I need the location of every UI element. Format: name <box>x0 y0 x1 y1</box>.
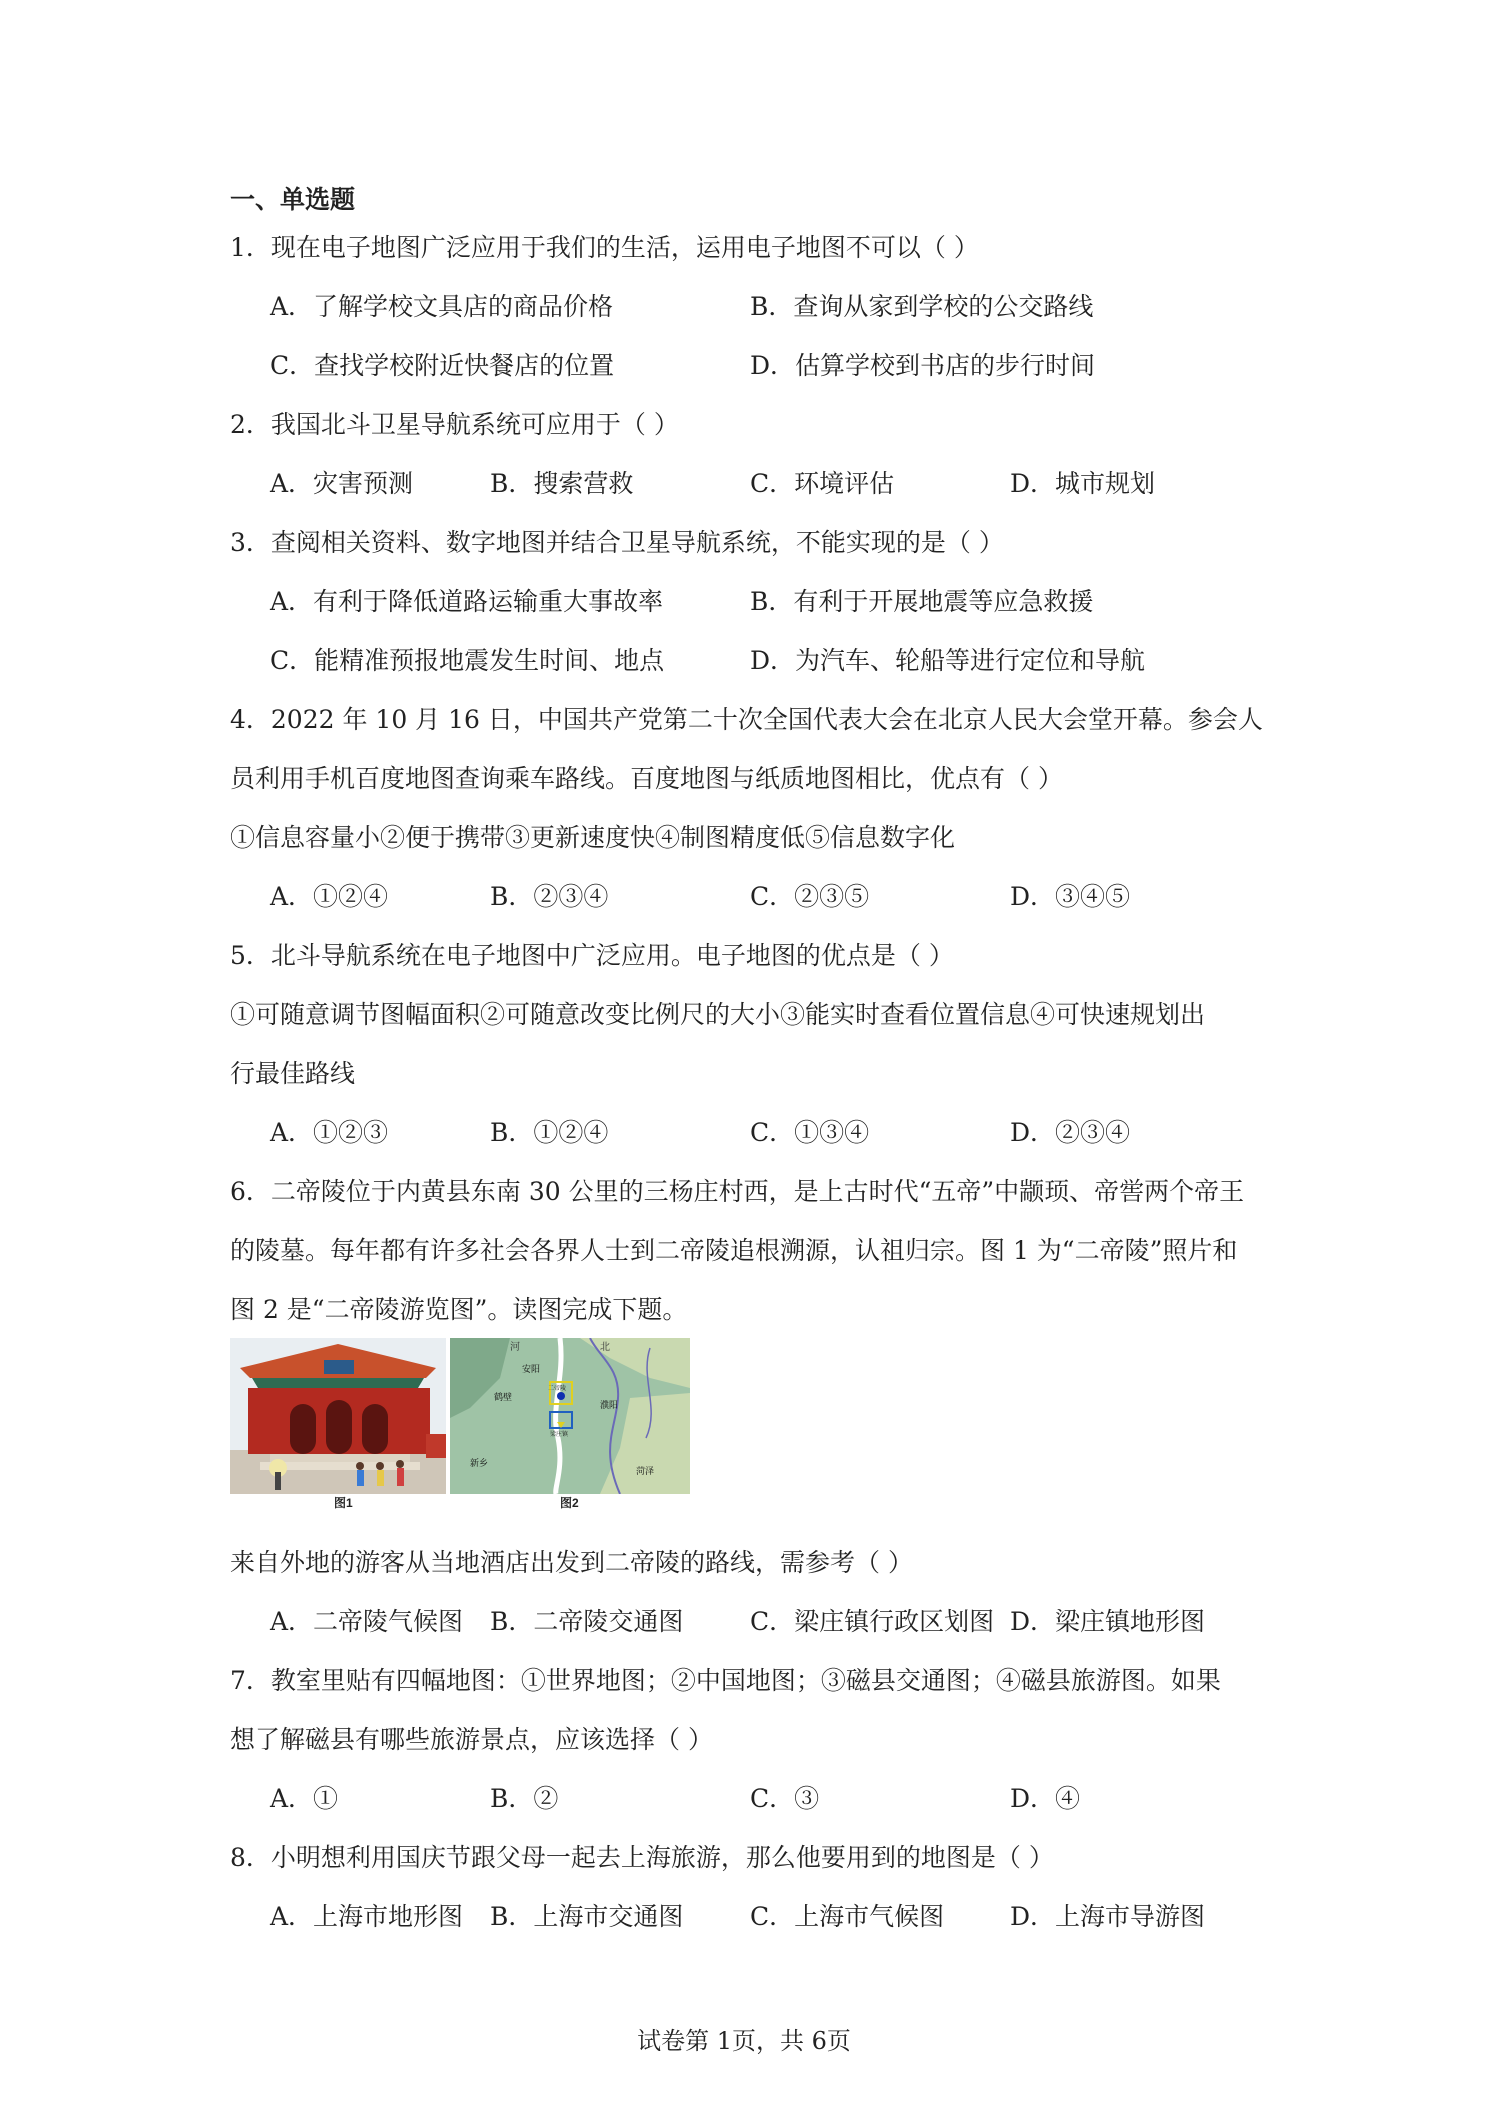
question-6-text-line1: 6．二帝陵位于内黄县东南 30 公里的三杨庄村西，是上古时代“五帝”中颛顼、帝喾两个帝王 <box>230 1177 1245 1206</box>
question-2-text: 2．我国北斗卫星导航系统可应用于（ ） <box>230 410 679 439</box>
q1-option-a: A．了解学校文具店的商品价格 <box>270 292 614 321</box>
erdi-mausoleum-photo <box>230 1338 446 1494</box>
q5-option-d: D．②③④ <box>1010 1118 1131 1147</box>
q3-option-d: D．为汽车、轮船等进行定位和导航 <box>750 646 1146 675</box>
map-label-liangzhuang: 梁庄镇 <box>550 1431 569 1438</box>
q6-option-d: D．梁庄镇地形图 <box>1010 1607 1206 1636</box>
q3-option-c: C．能精准预报地震发生时间、地点 <box>270 646 665 675</box>
q7-option-c: C．③ <box>750 1784 820 1813</box>
q7-option-b: B．② <box>490 1784 559 1813</box>
q2-option-d: D．城市规划 <box>1010 469 1156 498</box>
q8-option-a: A．上海市地形图 <box>270 1902 464 1931</box>
q5-option-b: B．①②④ <box>490 1118 609 1147</box>
q2-option-b: B．搜索营救 <box>490 469 634 498</box>
page-footer: 试卷第 1页，共 6页 <box>637 2027 851 2055</box>
section-title: 一、单选题 <box>230 185 356 214</box>
q8-option-c: C．上海市气候图 <box>750 1902 945 1931</box>
question-4-text-line3: ①信息容量小②便于携带③更新速度快④制图精度低⑤信息数字化 <box>230 823 956 852</box>
figure-1-caption: 图1 <box>334 1496 353 1510</box>
question-8-text: 8．小明想利用国庆节跟父母一起去上海旅游，那么他要用到的地图是（ ） <box>230 1843 1054 1872</box>
map-label-bei: 北 <box>600 1342 610 1353</box>
erdi-mausoleum-tour-map <box>450 1338 690 1494</box>
q1-option-c: C．查找学校附近快餐店的位置 <box>270 351 615 380</box>
q4-option-a: A．①②④ <box>270 882 389 911</box>
question-5-text-line3: 行最佳路线 <box>230 1059 356 1088</box>
q2-option-a: A．灾害预测 <box>270 469 414 498</box>
question-7-text-line1: 7．教室里贴有四幅地图：①世界地图；②中国地图；③磁县交通图；④磁县旅游图。如果 <box>230 1666 1221 1695</box>
map-label-anyang: 安阳 <box>522 1365 541 1375</box>
map-label-he: 河 <box>510 1342 520 1353</box>
question-6-prompt: 来自外地的游客从当地酒店出发到二帝陵的路线，需参考（ ） <box>230 1548 913 1577</box>
question-4-text-line2: 员利用手机百度地图查询乘车路线。百度地图与纸质地图相比，优点有（ ） <box>230 764 1063 793</box>
question-6-figures <box>230 1338 686 1516</box>
question-5-text-line1: 5．北斗导航系统在电子地图中广泛应用。电子地图的优点是（ ） <box>230 941 954 970</box>
q8-option-b: B．上海市交通图 <box>490 1902 684 1931</box>
question-4-text-line1: 4．2022 年 10 月 16 日，中国共产党第二十次全国代表大会在北京人民大会堂开幕。参会人 <box>230 705 1263 734</box>
question-7-text-line2: 想了解磁县有哪些旅游景点，应该选择（ ） <box>230 1725 713 1754</box>
q4-option-c: C．②③⑤ <box>750 882 870 911</box>
q2-option-c: C．环境评估 <box>750 469 895 498</box>
q6-option-b: B．二帝陵交通图 <box>490 1607 684 1636</box>
map-label-heze: 菏泽 <box>636 1467 655 1477</box>
q3-option-b: B．有利于开展地震等应急救援 <box>750 587 1094 616</box>
question-1-text: 1．现在电子地图广泛应用于我们的生活，运用电子地图不可以（ ） <box>230 233 979 262</box>
question-5-text-line2: ①可随意调节图幅面积②可随意改变比例尺的大小③能实时查看位置信息④可快速规划出 <box>230 1000 1206 1029</box>
q7-option-a: A．① <box>270 1784 339 1813</box>
q6-option-c: C．梁庄镇行政区划图 <box>750 1607 995 1636</box>
q4-option-d: D．③④⑤ <box>1010 882 1131 911</box>
map-label-xinxiang: 新乡 <box>470 1459 489 1469</box>
q6-option-a: A．二帝陵气候图 <box>270 1607 464 1636</box>
figure-2-caption: 图2 <box>560 1496 579 1510</box>
q5-option-a: A．①②③ <box>270 1118 389 1147</box>
question-3-text: 3．查阅相关资料、数字地图并结合卫星导航系统，不能实现的是（ ） <box>230 528 1004 557</box>
q3-option-a: A．有利于降低道路运输重大事故率 <box>270 587 664 616</box>
map-label-hebi: 鹤壁 <box>494 1393 513 1403</box>
question-6-text-line2: 的陵墓。每年都有许多社会各界人士到二帝陵追根溯源，认祖归宗。图 1 为“二帝陵”照片和 <box>230 1236 1238 1265</box>
map-label-erdiling: 二帝陵 <box>548 1385 567 1392</box>
question-6-text-line3: 图 2 是“二帝陵游览图”。读图完成下题。 <box>230 1295 688 1324</box>
q1-option-d: D．估算学校到书店的步行时间 <box>750 351 1096 380</box>
q1-option-b: B．查询从家到学校的公交路线 <box>750 292 1094 321</box>
q8-option-d: D．上海市导游图 <box>1010 1902 1206 1931</box>
q4-option-b: B．②③④ <box>490 882 609 911</box>
q5-option-c: C．①③④ <box>750 1118 870 1147</box>
map-label-puyang: 濮阳 <box>600 1401 619 1411</box>
q7-option-d: D．④ <box>1010 1784 1081 1813</box>
